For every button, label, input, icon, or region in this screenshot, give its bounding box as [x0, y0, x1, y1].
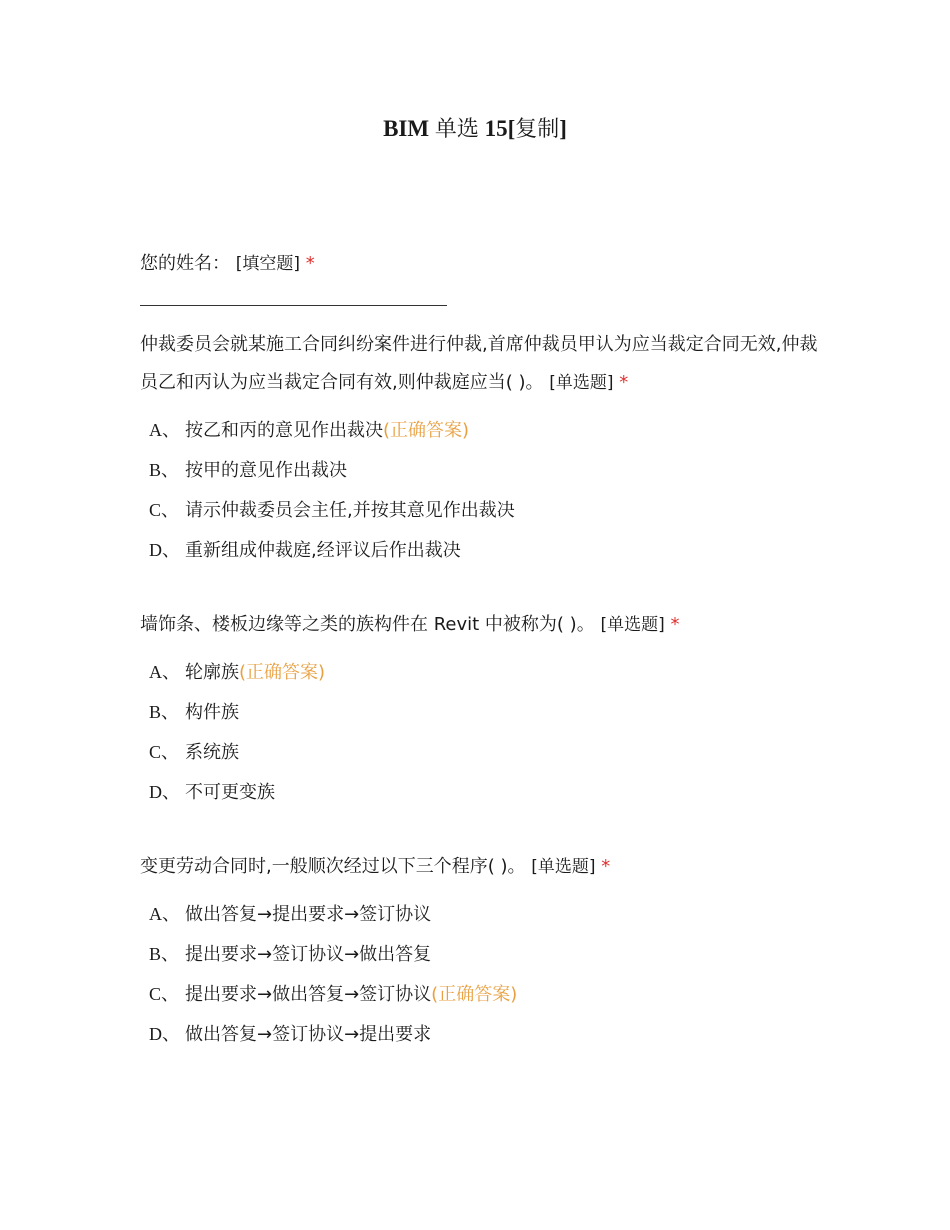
options-list [140, 652, 820, 812]
correct-answer-label: (正确答案) [383, 420, 470, 441]
option-letter: A、 [149, 904, 180, 924]
option-letter: D、 [149, 1024, 180, 1044]
question-type-tag: [单选题] [549, 373, 614, 393]
option-d[interactable] [140, 530, 820, 570]
title-prefix: BIM [383, 116, 430, 141]
option-text: 系统族 [185, 742, 239, 763]
option-a[interactable] [140, 894, 820, 934]
option-text: 不可更变族 [185, 782, 275, 803]
option-letter: C、 [149, 984, 180, 1004]
name-input-line[interactable] [140, 305, 447, 306]
option-text: 提出要求→签订协议→做出答复 [185, 944, 432, 965]
option-text: 重新组成仲裁庭,经评议后作出裁决 [185, 540, 461, 561]
question-type-tag: [填空题] [235, 254, 300, 274]
option-letter: A、 [149, 420, 180, 440]
option-a[interactable] [140, 652, 820, 692]
question-text [140, 848, 820, 886]
title-num: 15[ [484, 116, 516, 141]
page-title [0, 112, 950, 143]
required-mark: * [619, 372, 629, 393]
question-2 [140, 606, 820, 812]
option-letter: B、 [149, 460, 180, 480]
question-text [140, 606, 820, 644]
option-letter: B、 [149, 702, 180, 722]
name-label-row [140, 245, 820, 283]
option-b[interactable] [140, 934, 820, 974]
option-c[interactable] [140, 490, 820, 530]
option-text: 按乙和丙的意见作出裁决 [185, 420, 383, 441]
option-text: 提出要求→做出答复→签订协议 [185, 984, 432, 1005]
question-3-text: 变更劳动合同时,一般顺次经过以下三个程序( )。 [140, 856, 526, 877]
option-letter: C、 [149, 500, 180, 520]
question-text [140, 326, 820, 402]
option-letter: D、 [149, 782, 180, 802]
option-letter: B、 [149, 944, 180, 964]
option-text: 构件族 [185, 702, 239, 723]
question-3 [140, 848, 820, 1054]
option-b[interactable] [140, 450, 820, 490]
required-mark: * [601, 856, 611, 877]
question-2-text: 墙饰条、楼板边缘等之类的族构件在 Revit 中被称为( )。 [140, 614, 595, 635]
option-b[interactable] [140, 692, 820, 732]
option-letter: D、 [149, 540, 180, 560]
option-letter: C、 [149, 742, 180, 762]
option-letter: A、 [149, 662, 180, 682]
correct-answer-label: (正确答案) [431, 984, 518, 1005]
option-a[interactable] [140, 410, 820, 450]
title-suffix: ] [559, 116, 567, 141]
question-type-tag: [单选题] [600, 615, 665, 635]
option-c[interactable] [140, 974, 820, 1014]
options-list [140, 410, 820, 570]
question-1-text: 仲裁委员会就某施工合同纠纷案件进行仲裁,首席仲裁员甲认为应当裁定合同无效,仲裁员乙和丙认为应当裁定合同有效,则仲裁庭应当( )。 [140, 334, 818, 393]
option-text: 轮廓族 [185, 662, 239, 683]
option-d[interactable] [140, 772, 820, 812]
title-cn2: 复制 [515, 117, 560, 142]
correct-answer-label: (正确答案) [239, 662, 326, 683]
option-d[interactable] [140, 1014, 820, 1054]
option-text: 按甲的意见作出裁决 [185, 460, 347, 481]
title-cn1: 单选 [434, 117, 479, 142]
required-mark: * [670, 614, 680, 635]
options-list [140, 894, 820, 1054]
option-text: 做出答复→签订协议→提出要求 [185, 1024, 432, 1045]
name-label: 您的姓名： [140, 253, 230, 274]
question-type-tag: [单选题] [531, 857, 596, 877]
name-question [140, 245, 820, 283]
required-mark: * [305, 253, 315, 274]
question-1 [140, 326, 820, 570]
option-text: 请示仲裁委员会主任,并按其意见作出裁决 [185, 500, 515, 521]
option-c[interactable] [140, 732, 820, 772]
option-text: 做出答复→提出要求→签订协议 [185, 904, 432, 925]
